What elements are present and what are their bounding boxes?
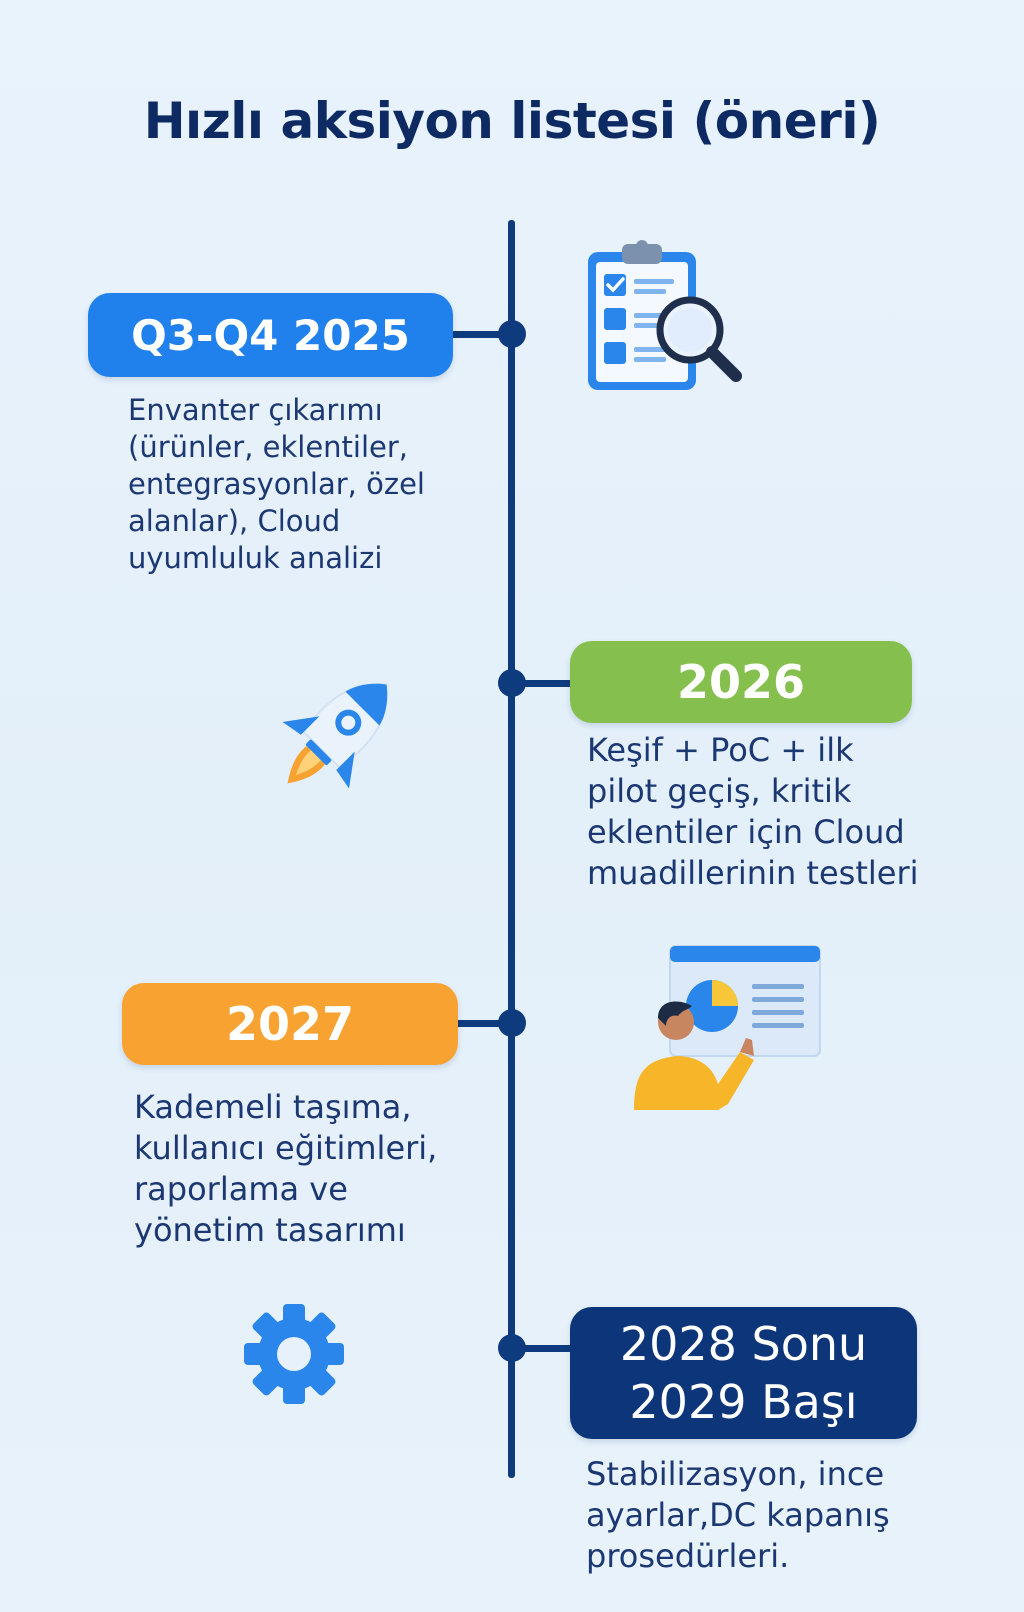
rocket-icon	[262, 664, 412, 804]
milestone-label-2: 2026	[570, 641, 912, 723]
milestone-description-1: Envanter çıkarımı (ürünler, eklentiler, entegrasyonlar, özel alanlar), Cloud uyumluluk analizi	[128, 393, 425, 575]
milestone-description-4: Stabilizasyon, ince ayarlar,DC kapanış prosedürleri.	[586, 1455, 890, 1575]
milestone-label-1: Q3-Q4 2025	[88, 293, 453, 377]
milestone-description-3: Kademeli taşıma, kullanıcı eğitimleri, raporlama ve yönetim tasarımı	[134, 1088, 438, 1249]
milestone-label-3: 2027	[122, 983, 458, 1065]
gear-icon	[242, 1302, 346, 1406]
timeline-node-3	[498, 1009, 526, 1037]
clipboard-search-icon	[584, 238, 754, 398]
milestone-description-2: Keşif + PoC + ilk pilot geçiş, kritik eklentiler için Cloud muadillerinin testleri	[587, 731, 919, 892]
timeline-node-2	[498, 669, 526, 697]
timeline-node-4	[498, 1334, 526, 1362]
page-title: Hızlı aksiyon listesi (öneri)	[143, 92, 881, 150]
timeline-axis	[508, 220, 515, 1478]
milestone-label-4: 2028 Sonu 2029 Başı	[570, 1307, 917, 1439]
timeline-node-1	[498, 320, 526, 348]
presentation-icon	[632, 944, 822, 1112]
